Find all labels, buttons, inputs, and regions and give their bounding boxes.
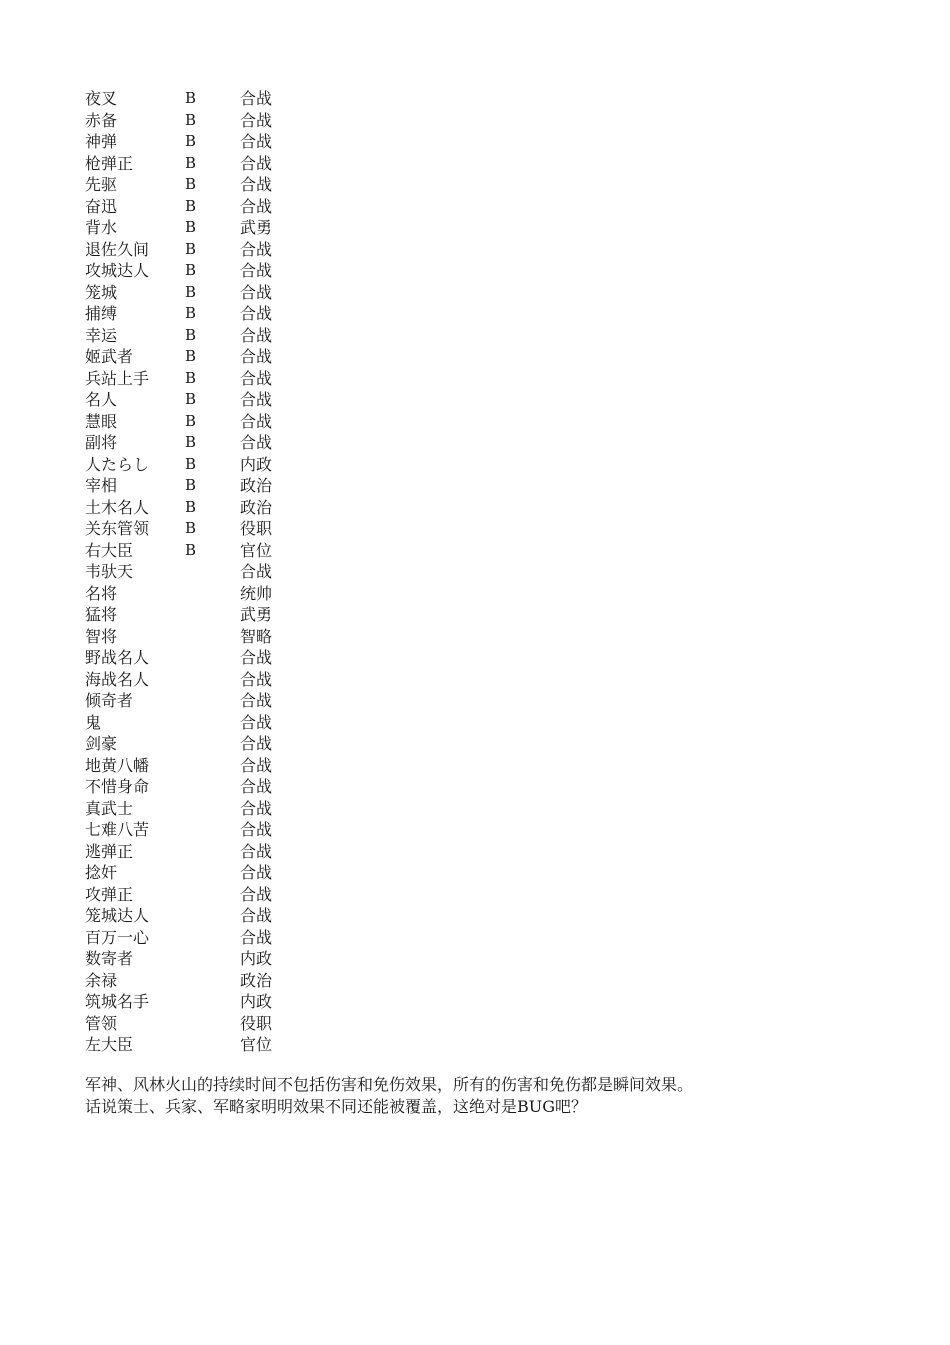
table-row (85, 819, 385, 841)
skill-type: 官位 (240, 540, 273, 560)
skill-rank: B (185, 347, 197, 365)
table-row (85, 841, 385, 863)
table-row (85, 647, 385, 669)
skill-rank (185, 1013, 240, 1035)
skill-rank: B (185, 261, 197, 279)
skill-name: 野战名人 (85, 648, 150, 667)
skill-name: 神弹 (85, 132, 118, 151)
skill-type: 合战 (240, 691, 273, 710)
skill-type: 合战 (240, 820, 273, 839)
skill-rank (185, 647, 240, 669)
skill-rank (185, 798, 240, 820)
skill-type: 合战 (240, 132, 273, 151)
skill-rank (185, 905, 240, 927)
table-row (85, 540, 385, 562)
table-row (85, 690, 385, 712)
skill-rank: B (185, 325, 197, 344)
skill-rank: B (185, 368, 197, 387)
skill-rank: B (185, 519, 197, 537)
skill-name: 智将 (85, 626, 118, 646)
skill-rank: B (185, 218, 197, 236)
skill-rank: B (185, 304, 197, 322)
skill-type: 合战 (240, 562, 273, 581)
skill-name: 鬼 (85, 712, 102, 732)
skill-type: 内政 (240, 992, 273, 1011)
table-row (85, 862, 385, 884)
table-row (85, 755, 385, 777)
skill-type: 合战 (240, 368, 273, 388)
table-row (85, 196, 385, 218)
skill-rank (185, 755, 240, 777)
skill-rank: B (185, 411, 197, 430)
skill-name: 倾奇者 (85, 691, 134, 710)
skill-rank: B (185, 175, 197, 193)
skill-name: 逃弹正 (85, 841, 134, 861)
skill-name: 枪弹正 (85, 153, 134, 173)
table-row (85, 733, 385, 755)
skill-rank: B (185, 390, 197, 408)
skill-type: 合战 (240, 777, 273, 796)
skill-name: 笼城 (85, 282, 118, 302)
skill-type: 智略 (240, 626, 273, 646)
skill-type: 合战 (240, 282, 273, 302)
table-row (85, 110, 385, 132)
skill-name: 名人 (85, 390, 118, 409)
skill-type: 合战 (240, 261, 273, 280)
skill-rank (185, 991, 240, 1013)
skill-type: 合战 (240, 906, 273, 925)
skill-type: 役职 (240, 519, 273, 538)
skill-name: 真武士 (85, 798, 134, 818)
skill-rank (185, 583, 240, 605)
skill-name: 七难八苦 (85, 820, 150, 839)
skill-type: 合战 (240, 884, 273, 904)
skill-rank: B (185, 433, 197, 451)
table-row (85, 174, 385, 196)
skill-type: 合战 (240, 390, 273, 409)
skill-name: 姬武者 (85, 347, 134, 366)
skill-name: 人たらし (85, 454, 150, 474)
skill-type: 统帅 (240, 583, 273, 603)
note-line: 军神、风林火山的持续时间不包括伤害和免伤效果，所有的伤害和免伤都是瞬间效果。 (85, 1075, 694, 1094)
skill-type: 政治 (240, 497, 273, 517)
skill-rank: B (185, 110, 197, 129)
skill-rank (185, 841, 240, 863)
notes-block (85, 1074, 925, 1118)
table-row (85, 497, 385, 519)
skill-name: 赤备 (85, 110, 118, 130)
skill-rank (185, 884, 240, 906)
skill-name: 先驱 (85, 175, 118, 194)
skill-rank: B (185, 196, 197, 215)
skill-name: 管领 (85, 1013, 118, 1033)
table-row (85, 454, 385, 476)
skill-rank: B (185, 476, 197, 494)
skill-name: 宰相 (85, 476, 118, 495)
table-row (85, 798, 385, 820)
table-row (85, 411, 385, 433)
skill-type: 政治 (240, 970, 273, 990)
skill-type: 合战 (240, 433, 273, 452)
table-row (85, 325, 385, 347)
skill-name: 左大臣 (85, 1035, 134, 1054)
skill-name: 攻城达人 (85, 261, 150, 280)
skill-type: 合战 (240, 863, 273, 882)
skill-rank: B (185, 454, 197, 473)
skill-rank: B (185, 282, 197, 301)
note-line: 话说策士、兵家、军略家明明效果不同还能被覆盖，这绝对是BUG吧？ (85, 1097, 588, 1116)
table-row (85, 389, 385, 411)
skill-rank: B (185, 153, 197, 172)
table-row (85, 948, 385, 970)
skill-rank (185, 970, 240, 992)
table-row (85, 626, 385, 648)
skill-name: 奋迅 (85, 196, 118, 216)
skill-type: 合战 (240, 648, 273, 667)
skill-rank (185, 1034, 240, 1056)
skill-type: 合战 (240, 239, 273, 259)
skill-rank: B (185, 89, 197, 107)
skill-rank (185, 712, 240, 734)
skill-type: 合战 (240, 110, 273, 130)
skill-type: 合战 (240, 325, 273, 345)
skill-name: 名将 (85, 583, 118, 603)
table-row (85, 368, 385, 390)
skill-rank (185, 776, 240, 798)
table-row (85, 518, 385, 540)
skill-type: 政治 (240, 476, 273, 495)
skill-rank: B (185, 540, 197, 559)
skill-name: 兵站上手 (85, 368, 150, 388)
table-row (85, 131, 385, 153)
table-row (85, 217, 385, 239)
table-row (85, 475, 385, 497)
table-row (85, 776, 385, 798)
skill-rank (185, 948, 240, 970)
skill-name: 剑豪 (85, 734, 118, 753)
skill-type: 合战 (240, 712, 273, 732)
skill-name: 捕缚 (85, 304, 118, 323)
skill-type: 合战 (240, 411, 273, 431)
skill-name: 韦驮天 (85, 562, 134, 581)
skill-name: 余禄 (85, 970, 118, 990)
skill-name: 百万一心 (85, 927, 150, 947)
skill-name: 关东管领 (85, 519, 150, 538)
skill-name: 筑城名手 (85, 992, 150, 1011)
skill-name: 猛将 (85, 605, 118, 624)
skill-name: 右大臣 (85, 540, 134, 560)
skill-type: 合战 (240, 669, 273, 689)
skill-rank: B (185, 239, 197, 258)
table-row (85, 712, 385, 734)
table-row (85, 88, 385, 110)
table-row (85, 669, 385, 691)
skill-name: 数寄者 (85, 949, 134, 968)
skill-type: 合战 (240, 304, 273, 323)
table-row (85, 561, 385, 583)
table-row (85, 432, 385, 454)
skill-type: 合战 (240, 196, 273, 216)
table-row (85, 991, 385, 1013)
table-row (85, 282, 385, 304)
table-row (85, 884, 385, 906)
skill-name: 副将 (85, 433, 118, 452)
table-row (85, 970, 385, 992)
table-row (85, 260, 385, 282)
skill-type: 合战 (240, 734, 273, 753)
skill-rank (185, 733, 240, 755)
skill-name: 幸运 (85, 325, 118, 345)
skill-name: 土木名人 (85, 497, 150, 517)
skill-type: 武勇 (240, 218, 273, 237)
skill-type: 内政 (240, 949, 273, 968)
table-row (85, 927, 385, 949)
skill-rank (185, 927, 240, 949)
table-row (85, 905, 385, 927)
skill-type: 合战 (240, 153, 273, 173)
table-row (85, 1034, 385, 1056)
skill-name: 慧眼 (85, 411, 118, 431)
skill-type: 合战 (240, 841, 273, 861)
skill-type: 合战 (240, 175, 273, 194)
skill-rank (185, 626, 240, 648)
table-row (85, 346, 385, 368)
skill-name: 海战名人 (85, 669, 150, 689)
skill-name: 地黄八幡 (85, 755, 150, 775)
skill-name: 退佐久间 (85, 239, 150, 259)
skill-type: 内政 (240, 454, 273, 474)
skill-type: 合战 (240, 347, 273, 366)
table-row (85, 1013, 385, 1035)
skill-type: 役职 (240, 1013, 273, 1033)
skill-type: 合战 (240, 89, 273, 108)
table-row (85, 303, 385, 325)
skill-rank: B (185, 132, 197, 150)
skill-type: 合战 (240, 927, 273, 947)
table-row (85, 583, 385, 605)
skill-rank (185, 669, 240, 691)
skill-rank (185, 690, 240, 712)
skill-rank (185, 604, 240, 626)
skill-table (85, 88, 385, 1056)
skill-type: 合战 (240, 755, 273, 775)
skill-type: 官位 (240, 1035, 273, 1054)
skill-name: 捻奸 (85, 863, 118, 882)
skill-type: 合战 (240, 798, 273, 818)
skill-type: 武勇 (240, 605, 273, 624)
skill-name: 夜叉 (85, 89, 118, 108)
skill-rank: B (185, 497, 197, 516)
table-row (85, 604, 385, 626)
table-row (85, 239, 385, 261)
skill-name: 背水 (85, 218, 118, 237)
skill-name: 笼城达人 (85, 906, 150, 925)
skill-rank (185, 862, 240, 884)
skill-rank (185, 561, 240, 583)
skill-name: 攻弹正 (85, 884, 134, 904)
skill-rank (185, 819, 240, 841)
skill-name: 不惜身命 (85, 777, 150, 796)
table-row (85, 153, 385, 175)
